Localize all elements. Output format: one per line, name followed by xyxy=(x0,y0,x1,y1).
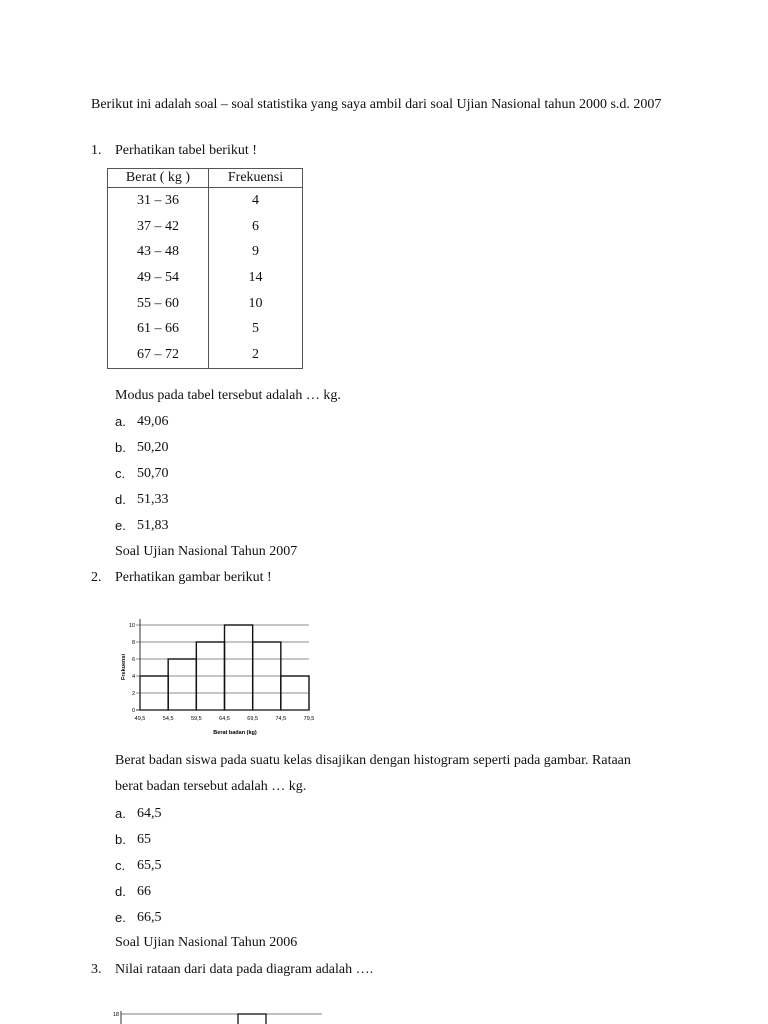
option-text: 50,20 xyxy=(137,440,169,455)
histogram-bar xyxy=(168,659,196,710)
intro-paragraph: Berikut ini adalah soal – soal statistika yang saya ambil dari soal Ujian Nasional tahun 2000 s.d. 2007 xyxy=(91,97,662,112)
option-text: 66,5 xyxy=(137,910,162,925)
table-header-cell: Berat ( kg ) xyxy=(108,169,209,188)
x-tick-label: 64,5 xyxy=(219,716,230,722)
q2-question-line1: Berat badan siswa pada suatu kelas disajikan dengan histogram seperti pada gambar. Rataan xyxy=(115,753,631,768)
table-row xyxy=(108,316,303,342)
table-cell: 9 xyxy=(209,239,303,265)
table-header-row xyxy=(108,169,303,188)
option-letter: b. xyxy=(115,440,126,455)
option-letter: e. xyxy=(115,910,126,925)
y-tick-label: 10 xyxy=(128,623,135,629)
histogram-bar xyxy=(225,625,253,710)
table-row xyxy=(108,265,303,291)
table-row xyxy=(108,342,303,368)
table-cell: 67 – 72 xyxy=(108,342,209,368)
option-letter: a. xyxy=(115,414,126,429)
option-letter: d. xyxy=(115,492,126,507)
option-text: 65,5 xyxy=(137,858,162,873)
table-cell: 5 xyxy=(209,316,303,342)
table-cell: 43 – 48 xyxy=(108,239,209,265)
table-cell: 31 – 36 xyxy=(108,188,209,214)
x-axis-title: Berat badan (kg) xyxy=(213,730,257,736)
q3-diagram-partial xyxy=(100,1004,330,1024)
q1-prompt: Perhatikan tabel berikut ! xyxy=(115,143,257,158)
x-tick-label: 54,5 xyxy=(162,716,174,722)
x-tick-label: 59,5 xyxy=(190,716,202,722)
option-letter: c. xyxy=(115,466,126,481)
option-letter: d. xyxy=(115,884,126,899)
table-cell: 10 xyxy=(209,291,303,317)
table-header-cell: Frekuensi xyxy=(209,169,303,188)
option-text: 65 xyxy=(137,832,151,847)
option-text: 66 xyxy=(137,884,151,899)
q1-source: Soal Ujian Nasional Tahun 2007 xyxy=(115,544,298,559)
table-cell: 61 – 66 xyxy=(108,316,209,342)
y-tick-label: 2 xyxy=(131,691,135,697)
option-letter: a. xyxy=(115,806,126,821)
x-tick-label: 79,5 xyxy=(303,716,315,722)
q2-question-line2: berat badan tersebut adalah … kg. xyxy=(115,779,307,794)
frequency-table xyxy=(107,168,303,369)
table-cell: 6 xyxy=(209,214,303,240)
option-text: 64,5 xyxy=(137,806,162,821)
q3-prompt: Nilai rataan dari data pada diagram adalah …. xyxy=(115,962,374,977)
table-row xyxy=(108,188,303,214)
table-cell: 49 – 54 xyxy=(108,265,209,291)
q2-source: Soal Ujian Nasional Tahun 2006 xyxy=(115,935,298,950)
option-letter: b. xyxy=(115,832,126,847)
y-tick-label: 8 xyxy=(131,640,135,646)
table-row xyxy=(108,291,303,317)
q1-question: Modus pada tabel tersebut adalah … kg. xyxy=(115,388,341,403)
x-tick-label: 74,5 xyxy=(275,716,287,722)
y-tick-label: 18 xyxy=(112,1012,119,1018)
histogram-chart xyxy=(113,592,318,742)
q2-number: 2. xyxy=(91,570,102,585)
option-letter: c. xyxy=(115,858,126,873)
y-tick-label: 6 xyxy=(131,657,135,663)
table-row xyxy=(108,239,303,265)
table-cell: 14 xyxy=(209,265,303,291)
option-text: 51,33 xyxy=(137,492,169,507)
x-tick-label: 69,5 xyxy=(247,716,259,722)
table-cell: 4 xyxy=(209,188,303,214)
q1-number: 1. xyxy=(91,143,102,158)
option-text: 49,06 xyxy=(137,414,169,429)
table-cell: 55 – 60 xyxy=(108,291,209,317)
y-axis-title: Frekuensi xyxy=(121,654,127,680)
option-text: 50,70 xyxy=(137,466,169,481)
option-text: 51,83 xyxy=(137,518,169,533)
q3-number: 3. xyxy=(91,962,102,977)
q2-prompt: Perhatikan gambar berikut ! xyxy=(115,570,272,585)
option-letter: e. xyxy=(115,518,126,533)
table-cell: 37 – 42 xyxy=(108,214,209,240)
y-tick-label: 0 xyxy=(131,708,135,714)
table-cell: 2 xyxy=(209,342,303,368)
y-tick-label: 4 xyxy=(131,674,135,680)
x-tick-label: 49,5 xyxy=(134,716,146,722)
table-row xyxy=(108,214,303,240)
